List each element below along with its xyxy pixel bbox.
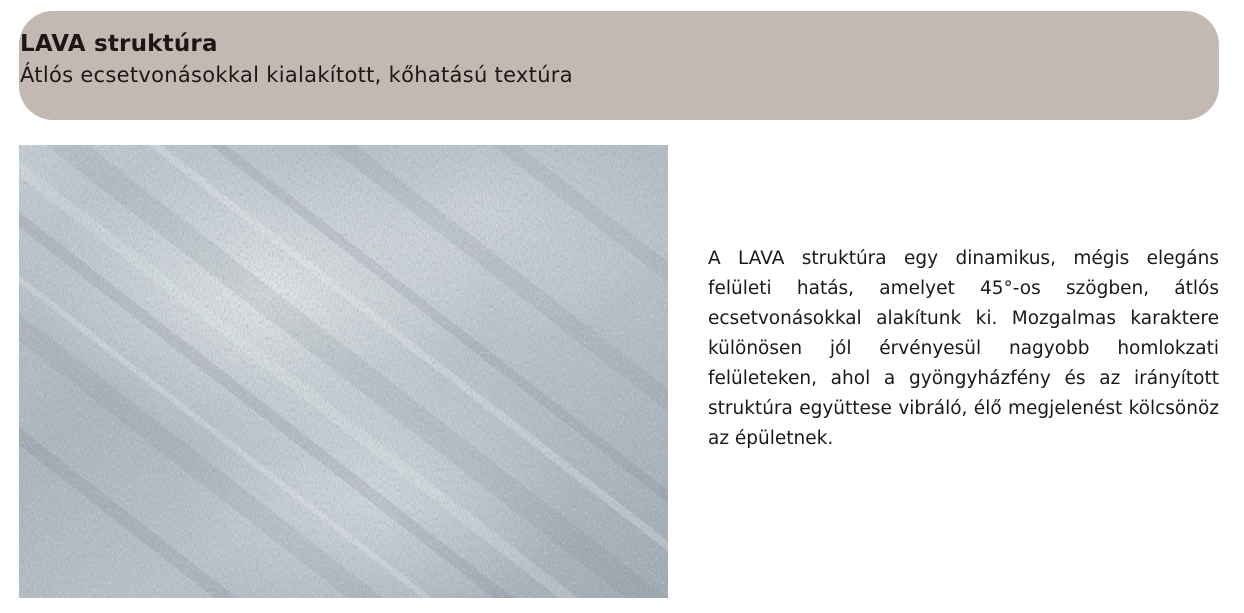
texture-graphic (19, 145, 668, 598)
page-title: LAVA struktúra (20, 31, 218, 57)
lava-texture-image (19, 145, 668, 598)
description-paragraph: A LAVA struktúra egy dinamikus, mégis elegáns felületi hatás, amelyet 45°-os szögben, átlós ecsetvonásokkal alakítunk ki. Mozgalmas karaktere különösen jól érvényesül nagyobb homlokzati felületeken, ahol a gyöngyházfény és az irányított struktúra együttese vibráló, élő megjelenést kölcsönöz az épületnek. (708, 248, 1219, 449)
page-subtitle: Átlós ecsetvonásokkal kialakított, kőhatású textúra (20, 63, 573, 87)
header-band (19, 11, 1219, 120)
